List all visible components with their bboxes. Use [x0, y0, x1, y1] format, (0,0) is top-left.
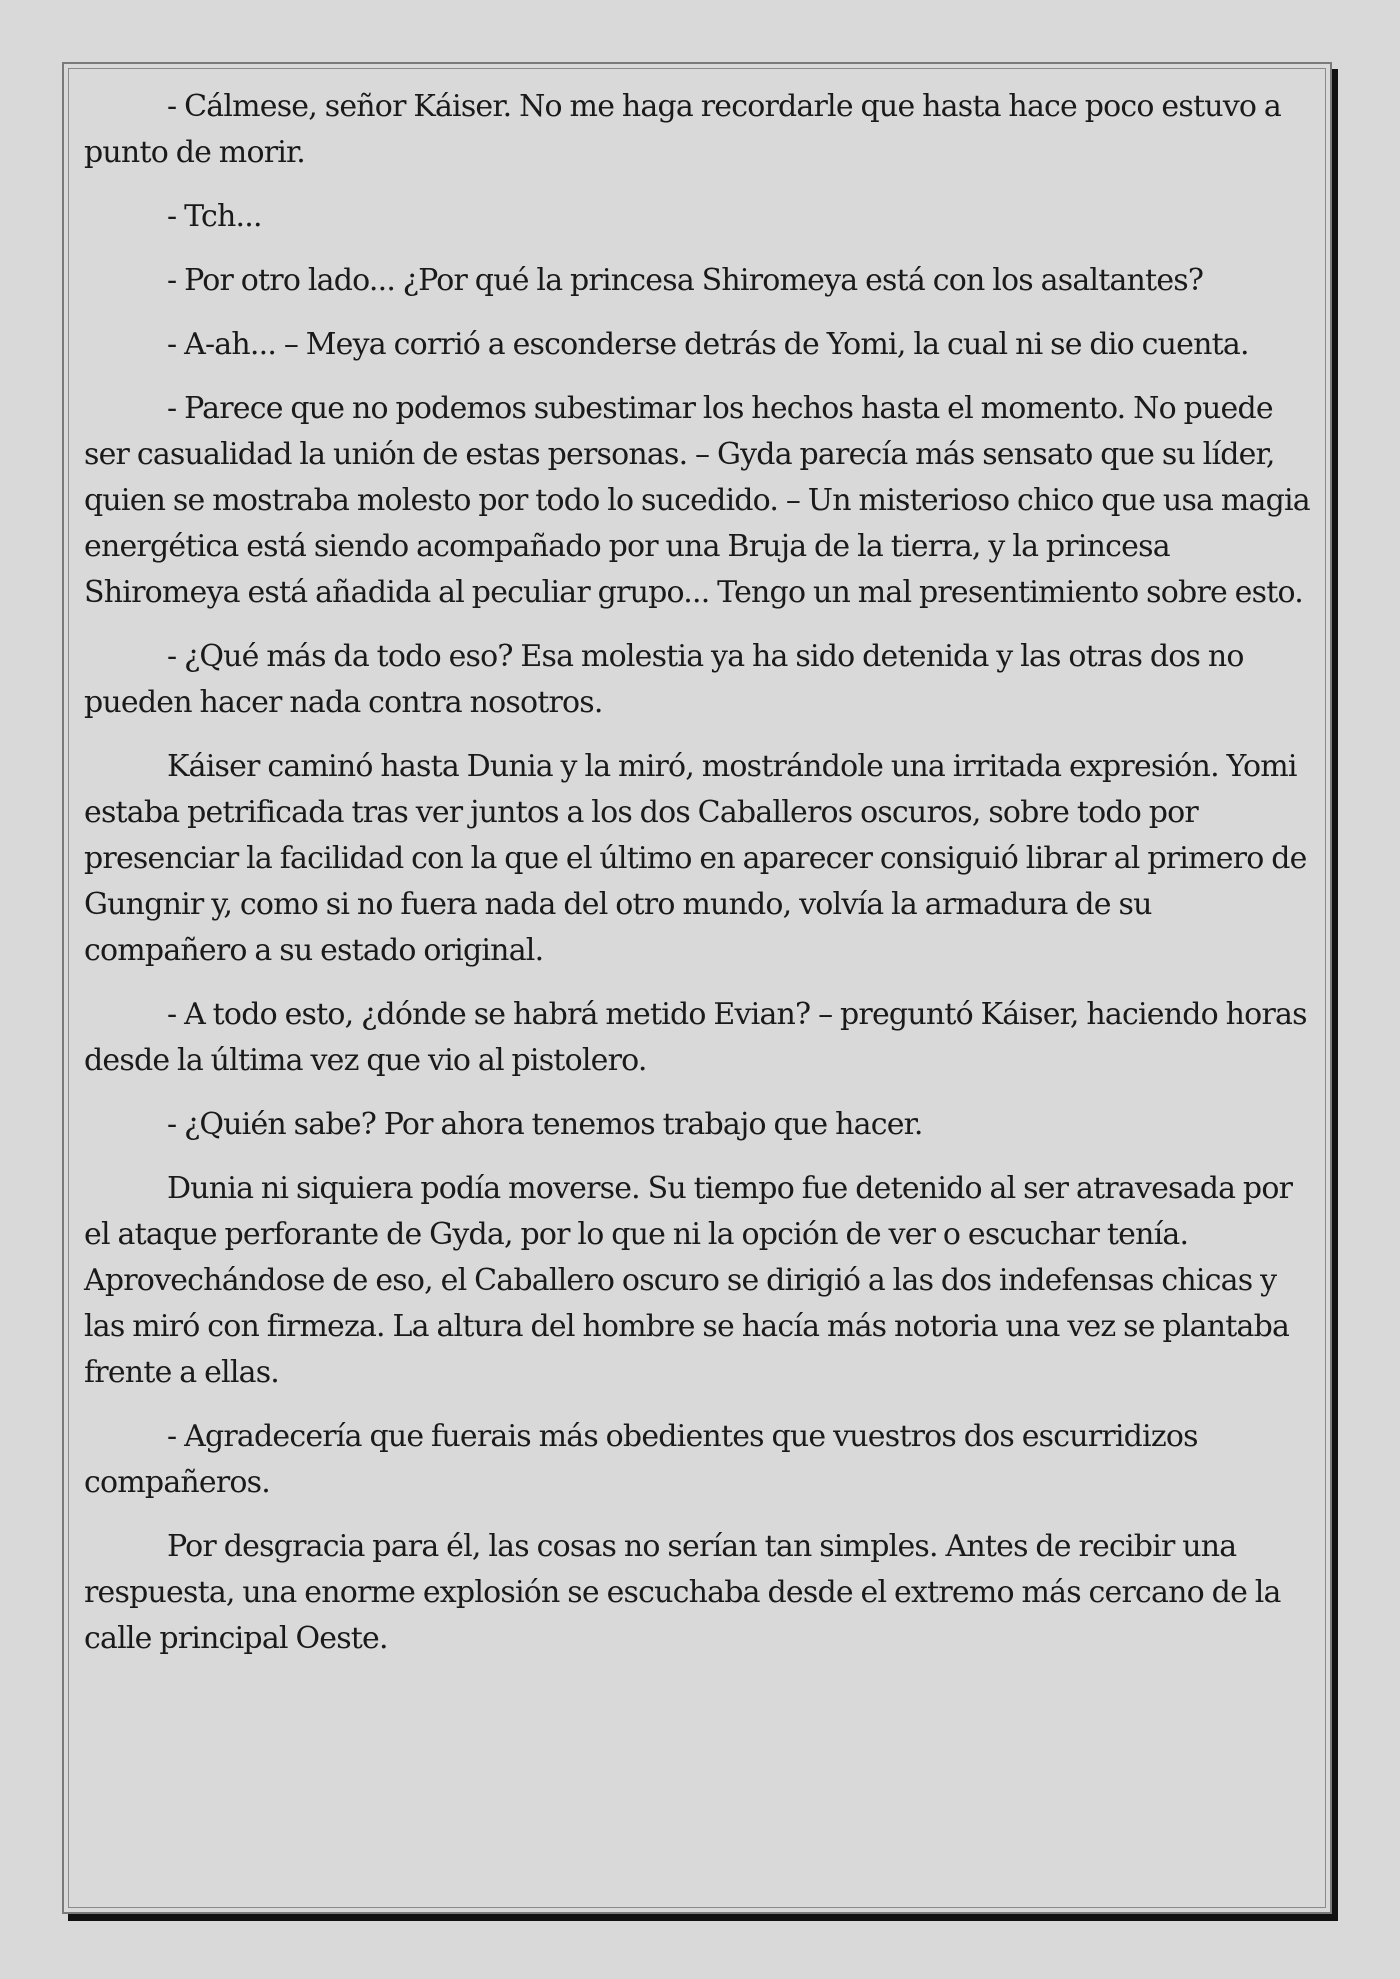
paragraph: - ¿Qué más da todo eso? Esa molestia ya ha sido detenida y las otras dos no pueden hacer nada contra nosotros. — [84, 639, 1244, 720]
paragraph: - Agradecería que fuerais más obedientes que vuestros dos escurridizos compañeros. — [84, 1419, 1198, 1500]
paragraph: Káiser caminó hasta Dunia y la miró, mostrándole una irritada expresión. Yomi estaba petrificada tras ver juntos a los dos Caballeros oscuros, sobre todo por presenciar la facilidad con la que el último en aparecer consiguió librar al primero de Gungnir y, como si no fuera nada del otro mundo, volvía la armadura de su compañero a su estado original. — [84, 749, 1307, 968]
paragraph: - Por otro lado... ¿Por qué la princesa Shiromeya está con los asaltantes? — [167, 263, 1204, 298]
paragraph: - A todo esto, ¿dónde se habrá metido Evian? – preguntó Káiser, haciendo horas desde la última vez que vio al pistolero. — [84, 997, 1307, 1078]
paragraph: - A-ah... – Meya corrió a esconderse detrás de Yomi, la cual ni se dio cuenta. — [167, 327, 1249, 362]
paragraph: - Parece que no podemos subestimar los hechos hasta el momento. No puede ser casualidad la unión de estas personas. – Gyda parecía más sensato que su líder, quien se mostraba molesto por todo lo sucedido. – Un misterioso chico que usa magia energética está siendo acompañado por una Bruja de la tierra, y la princesa Shiromeya está añadida al peculiar grupo... Tengo un mal presentimiento sobre esto. — [84, 391, 1310, 610]
paragraph: - Cálmese, señor Káiser. No me haga recordarle que hasta hace poco estuvo a punto de morir. — [84, 89, 1281, 170]
paragraph: - ¿Quién sabe? Por ahora tenemos trabajo que hacer. — [167, 1107, 923, 1142]
paragraph: Dunia ni siquiera podía moverse. Su tiempo fue detenido al ser atravesada por el ataque perforante de Gyda, por lo que ni la opción de ver o escuchar tenía. Aprovechándose de eso, el Caballero oscuro se dirigió a las dos indefensas chicas y las miró con firmeza. La altura del hombre se hacía más notoria una vez se plantaba frente a ellas. — [84, 1171, 1293, 1390]
paragraph: - Tch... — [167, 199, 262, 234]
paragraph: Por desgracia para él, las cosas no serían tan simples. Antes de recibir una respuesta, una enorme explosión se escuchaba desde el extremo más cercano de la calle principal Oeste. — [84, 1529, 1281, 1656]
text-body — [84, 84, 1314, 1680]
